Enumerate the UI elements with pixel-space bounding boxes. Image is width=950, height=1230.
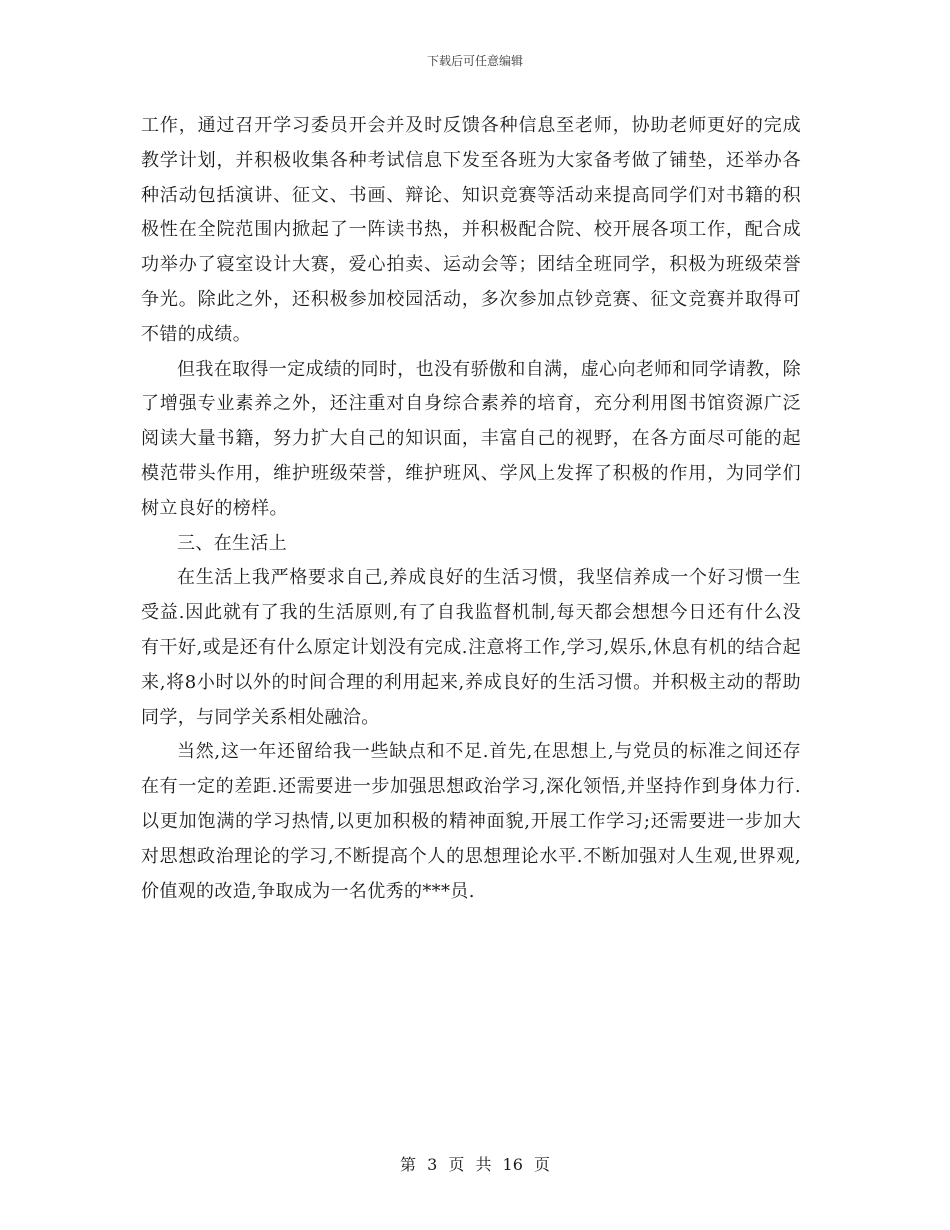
paragraph-shortcomings: 当然,这一年还留给我一些缺点和不足.首先,在思想上,与党员的标准之间还存在有一定的差距.还需要进一步加强思想政治学习,深化领悟,并坚持作到身体力行.以更加饱满的学习热情,以更加积极的精神面貌,开展工作学习;还需要进一步加大对思想政治理论的学习,不断提高个人的思想理论水平.不断加强对人生观,世界观,价值观的改造,争取成为一名优秀的***员. <box>141 741 801 902</box>
paragraph-work-continued: 工作，通过召开学习委员开会并及时反馈各种信息至老师，协助老师更好的完成教学计划，并积极收集各种考试信息下发至各班为大家备考做了铺垫，还举办各种活动包括演讲、征文、书画、辩论、知识竞赛等活动来提高同学们对书籍的积极性在全院范围内掀起了一阵读书热，并积极配合院、校开展各项工作，配合成功举办了寝室设计大赛，爱心拍卖、运动会等；团结全班同学，积极为班级荣誉争光。除此之外，还积极参加校园活动，多次参加点钞竞赛、征文竞赛并取得可不错的成绩。 <box>141 115 801 345</box>
page-header: 下载后可任意编辑 <box>426 54 523 68</box>
page-number-footer: 第 3 页 共 16 页 <box>400 1155 550 1174</box>
paragraph-life: 在生活上我严格要求自己,养成良好的生活习惯，我坚信养成一个好习惯一生受益.因此就有了我的生活原则,有了自我监督机制,每天都会想想今日还有什么没有干好,或是还有什么原定计划没有完成.注意将工作,学习,娱乐,休息有机的结合起来,将8小时以外的时间合理的利用起来,养成良好的生活习惯。并积极主动的帮助同学，与同学关系相处融洽。 <box>141 567 801 728</box>
document-body <box>141 109 801 909</box>
paragraph-humility: 但我在取得一定成绩的同时，也没有骄傲和自满，虚心向老师和同学请教，除了增强专业素养之外，还注重对自身综合素养的培育，充分利用图书馆资源广泛阅读大量书籍，努力扩大自己的知识面，丰富自己的视野，在各方面尽可能的起模范带头作用，维护班级荣誉，维护班风、学风上发挥了积极的作用，为同学们树立良好的榜样。 <box>141 358 801 519</box>
section-heading-life: 三、在生活上 <box>177 532 288 554</box>
